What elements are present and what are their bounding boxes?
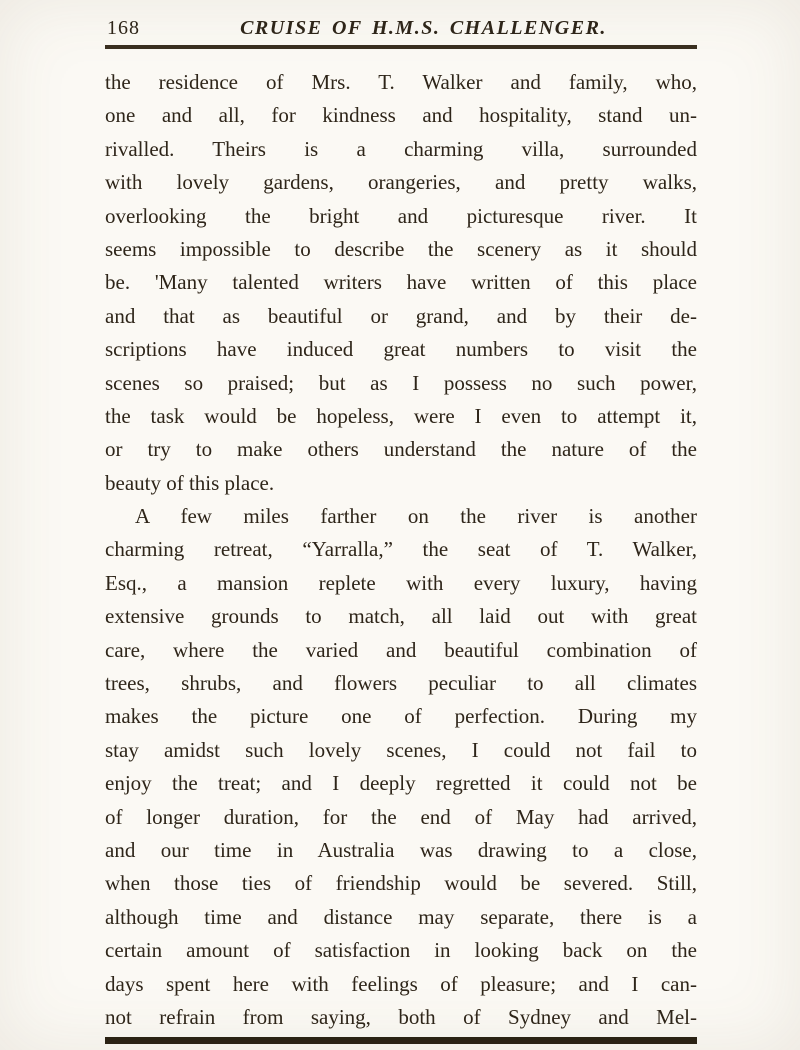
text-line: charming retreat, “Yarralla,” the seat of T. Walker, [105,537,697,562]
text-line: with lovely gardens, orangeries, and pretty walks, [105,170,697,195]
text-line: A few miles farther on the river is another [135,504,697,529]
text-line: scriptions have induced great numbers to visit the [105,337,697,362]
bottom-rule [105,1037,697,1044]
page-body [105,66,697,1034]
running-title: CRUISE OF H.M.S. CHALLENGER. [240,17,607,39]
text-line: and our time in Australia was drawing to a close, [105,837,697,862]
text-line: when those ties of friendship would be severed. Still, [105,871,697,896]
header-rule [105,45,697,49]
text-line: the residence of Mrs. T. Walker and family, who, [105,70,697,94]
text-line: extensive grounds to match, all laid out with great [105,604,697,629]
text-line: makes the picture one of perfection. During my [105,704,697,729]
text-line: although time and distance may separate, there is a [105,904,697,929]
text-line: beauty of this place. [105,470,275,495]
text-line: certain amount of satisfaction in looking back on the [105,938,697,963]
text-line: days spent here with feelings of pleasure; and I can- [105,971,697,996]
text-line: Esq., a mansion replete with every luxury, having [105,570,697,595]
text-line: care, where the varied and beautiful combination of [105,637,697,662]
text-line: one and all, for kindness and hospitality, stand un- [105,103,697,128]
text-line: trees, shrubs, and flowers peculiar to all climates [105,671,697,696]
text-line: or try to make others understand the nature of the [105,437,697,462]
text-line: overlooking the bright and picturesque river. It [105,203,697,228]
page-number: 168 [107,17,140,39]
text-line: the task would be hopeless, were I even to attempt it, [105,403,697,428]
text-line: seems impossible to describe the scenery as it should [105,236,697,261]
text-line: and that as beautiful or grand, and by their de- [105,303,697,328]
page-header [0,13,800,43]
text-line: not refrain from saying, both of Sydney and Mel- [105,1004,697,1029]
text-line: enjoy the treat; and I deeply regretted it could not be [105,771,697,796]
text-line: rivalled. Theirs is a charming villa, surrounded [105,136,697,161]
text-line: of longer duration, for the end of May had arrived, [105,804,697,829]
text-line: scenes so praised; but as I possess no such power, [105,370,697,395]
text-line: stay amidst such lovely scenes, I could not fail to [105,737,697,762]
text-line: be. 'Many talented writers have written of this place [105,270,697,295]
